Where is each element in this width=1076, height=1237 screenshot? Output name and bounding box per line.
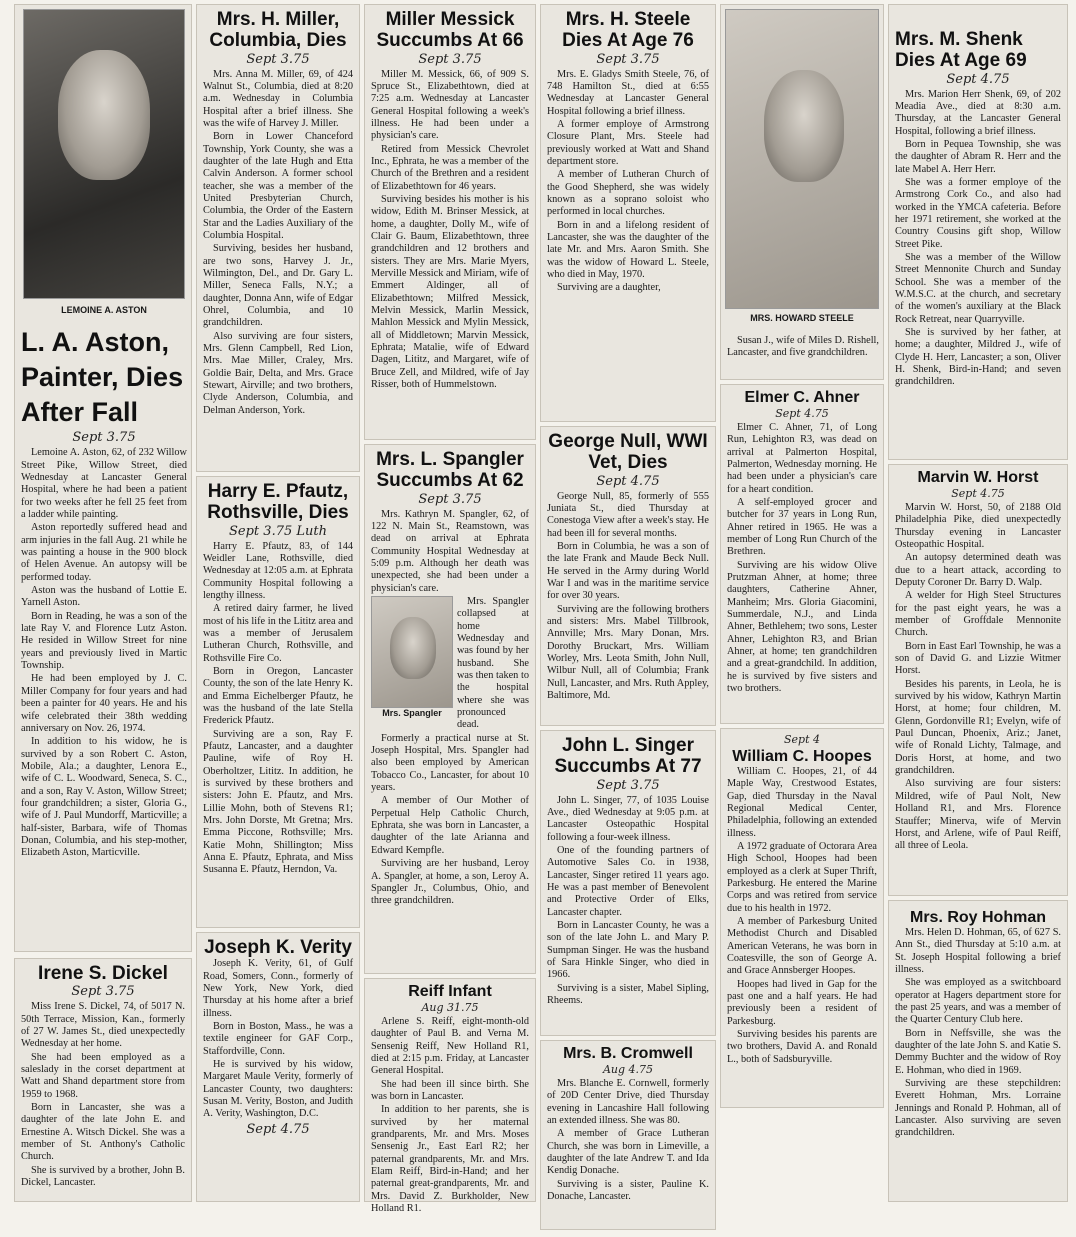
messick-headline: Miller Messick Succumbs At 66 [376,9,524,52]
messick-date-note: Sept 3.75 [418,51,482,67]
shenk-clipping [888,4,1068,460]
dickel-headline: Irene S. Dickel [38,963,168,984]
steele-photo [725,9,879,309]
steele-clipping [540,4,716,422]
null-body: George Null, 85, formerly of 555 Juniata St., died Thursday at Conestoga View after a week's stay. He had been ill for several months. Born in Columbia, he was a son of the late Frank and Maude Beck Null. He served in the Army during World War I and was in the maritime service for over 30 years. Surviving are the following brothers and sisters: Mrs. Mabel Tillbrook, Annville; Mrs. Mary Donan, Mrs. Dorothy Bruckart, Mrs. William Worley, Mrs. Leota Smith, John Null, Wilbur Null, all of Columbia; Frank Null, Lancaster, and Mrs. Ruth Appley, Baltimore, Md. [547,490,709,702]
miller-date-note: Sept 3.75 [246,51,310,67]
ahner-headline: Elmer C. Ahner [744,389,860,406]
spangler-body-top: Mrs. Kathryn M. Spangler, 62, of 122 N. Main St., Reamstown, was dead on arrival at Ephrata Community Hospital Wednesday at 5:09 p.m. Although her death was unexpected, she had been under a physician's care. [371,508,529,594]
steele-date-note: Sept 3.75 [596,51,660,67]
horst-headline: Marvin W. Horst [917,469,1039,486]
singer-headline: John L. Singer Succumbs At 77 [554,735,702,778]
spangler-photo [371,596,453,708]
reiff-body: Arlene S. Reiff, eight-month-old daughter of Paul B. and Verna M. Sensenig Reiff, New Holland R1, died at 2:15 p.m. Friday, at Lancaster General Hospital. She had been ill since birth. She was born in Lancaster. In addition to her parents, she is survived by her maternal grandparents, Mr. and Mrs. Moses Sensenig Jr., East Earl R2; her paternal grandparents, Mr. and Mrs. Elam Reiff, Bird-in-Hand; and her paternal great-grandparents, Mr. and Mrs. David Z. Burkholder, New Holland R1. [371,1015,529,1215]
pfautz-date-note: Sept 3.75 Luth [229,523,327,539]
hohman-headline: Mrs. Roy Hohman [909,909,1046,926]
hoopes-clipping [720,728,884,1108]
miller-body: Mrs. Anna M. Miller, 69, of 424 Walnut St., Columbia, died at 8:20 a.m. Wednesday in Columbia Hospital after a brief illness. She was the wife of Harvey J. Miller. Born in Lower Chanceford Township, York County, she was a daughter of the late Hugh and Etta Calvin Anderson. A former school teacher, she was a member of the United Presbyterian Church, Columbia, the Order of the Eastern Star and the Ladies Auxiliary of the Columbia Hospital. Surviving, besides her husband, are two sons, Harvey J. Jr., Wilmington, Del., and Dr. Gary L. Miller, Seneca Falls, N.Y.; a daughter, Donna Ann, wife of Edgar Ohrel, Columbia, and 10 grandchildren. Also surviving are four sisters, Mrs. Glenn Campbell, Red Lion, Mrs. Mae Miller, Craley, Mrs. Goldie Bair, Delta, and Mrs. Grace Stewart, Airville; and two brothers, Clyde Anderson, Columbia, and Delman Anderson, York. [203,68,353,416]
horst-body: Marvin W. Horst, 50, of 2188 Old Philadelphia Pike, died unexpectedly Thursday evening in Lancaster Osteopathic Hospital. An autopsy determined death was due to a heart attack, according to Deputy Coroner Dr. Barry D. Walp. A welder for High Steel Structures for the past eight years, he was a member of Groffdale Mennonite Church. Born in East Earl Township, he was a son of David G. and Lizzie Witmer Horst. Besides his parents, in Leola, he is survived by his widow, Kathryn Martin Horst, at home; four children, M. Glenn, Gordonville R1; Evelyn, wife of Paul Duncan, Phoenix, Ariz.; Janet, wife of Ronald Lichty, Talmage, and Doris Horst, at home, and two grandchildren. Also surviving are four sisters: Mildred, wife of Paul Nolt, New Holland R1, and Mrs. Florence Stauffer; Minerva, wife of Mervin Horst, and Arlene, wife of Paul Reiff, all three of Leola. [895,501,1061,852]
verity-headline: Joseph K. Verity [204,937,352,958]
pfautz-headline: Harry E. Pfautz, Rothsville, Dies [207,481,349,524]
ahner-clipping [720,384,884,724]
steele-headline: Mrs. H. Steele Dies At Age 76 [562,9,694,52]
shenk-headline: Mrs. M. Shenk Dies At Age 69 [895,29,1027,72]
messick-body: Miller M. Messick, 66, of 909 S. Spruce St., Elizabethtown, died at 7:25 a.m. Wednesday at Lancaster General Hospital following a week's illness. He had been under a physician's care. Retired from Messick Chevrolet Inc., Ephrata, he was a member of the Church of the Brethren and a resident of Elizabethtown for 46 years. Surviving besides his mother is his widow, Edith M. Brinser Messick, at home, a daughter, Dolly M., wife of Clair G. Baum, Elizabethtown, three grandchildren and 12 brothers and sisters. They are Mrs. Marie Myers, Merville Messick and Miriam, wife of Emmert Aldinger, all of Elizabethtown; Milfred Messick, Melvin Messick, Marlin Messick, Mahlon Messick and Mylin Messick, all of Middletown; Marvin Messick, Ephratа; Matalie, wife of Edward Dagen, Lititz, and Margaret, wife of Bruce Zell, and Mildred, wife of Jay Risser, both of Hummelstown. [371,68,529,391]
miller-clipping [196,4,360,472]
spangler-date-note: Sept 3.75 [418,491,482,507]
spangler-headline: Mrs. L. Spangler Succumbs At 62 [376,449,524,492]
hohman-body: Mrs. Helen D. Hohman, 65, of 627 S. Ann St., died Thursday at 5:10 a.m. at St. Joseph Hospital following a brief illness. She was employed as a switchboard operator at Hagers department store for the past 25 years, and was a member of the Quarter Century Club here. Born in Neffsville, she was the daughter of the late John S. and Katie S. Demmy Buchter and the widow of Roy E. Hohman, who died in 1969. Surviving are these stepchildren: Everett Hohman, Mrs. Lorraine Jennings and Ronald P. Hohman, all of Lancaster. Also surviving are seven grandchildren. [895,926,1061,1139]
steele-body-continued: Susan J., wife of Miles D. Rishell, Lancaster, and five grandchildren. [727,335,879,359]
dickel-date-note: Sept 3.75 [71,984,135,1000]
hoopes-body: William C. Hoopes, 21, of 44 Maple Way, Crestwood Estates, Gap, died Thursday in the Naval Regional Medical Center, Philadelphia, following an extended illness. A 1972 graduate of Octorara Area High School, Hoopes had been employed as a clerk at Super Thrift, Parkesburg. He entered the Marine Corps and was retired from service due to his health in 1972. A member of Parkesburg United Methodist Church and Disabled American Veterans, he was born in Coatesville, the son of George A. and Grace Annsberger Hoopes. Hoopes had lived in Gap for the past one and a half years. He had previously been a resident of Parkesburg. Surviving besides his parents are two brothers, David A. and Ronald L., both of Sadsburyville. [727,765,877,1065]
verity-clipping [196,932,360,1202]
null-headline: George Null, WWI Vet, Dies [548,431,708,474]
hoopes-date-note: Sept 4 [783,733,820,746]
horst-date-note: Sept 4.75 [951,486,1005,500]
steele-photo-caption: MRS. HOWARD STEELE [750,313,854,323]
steele-body: Mrs. E. Gladys Smith Steele, 76, of 748 Hamilton St., died at 6:55 Wednesday at Lancaster General Hospital following a brief illness. A former employe of Armstrong Closure Plant, Mrs. Steele had previously worked at Watt and Shand department store. A member of Lutheran Church of the Good Shepherd, she was widely known as a soprano soloist who performed in local churches. Born in and a lifelong resident of Lancaster, she was the daughter of the late Mr. and Mrs. Aaron Smith. She was the widow of Howard L. Steele, who died in May, 1970. Surviving are a daughter, [547,68,709,294]
spangler-clipping [364,444,536,974]
aston-photo [23,9,185,299]
cromwell-date-note: Aug 4.75 [602,1062,654,1076]
spangler-body-side: Mrs. Spangler collapsed at home Wednesday and was found by her husband. She was then taken to the hospital where she was pronounced dead. [457,595,529,731]
ahner-body: Elmer C. Ahner, 71, of Long Run, Lehighton R3, was dead on arrival at Palmerton Hospital, Palmerton, Wednesday morning. He had been under a physician's care for a heart condition. A self-employed grocer and butcher for 37 years in Long Run, Ahner retired in 1965. He was a member of Long Run Church of the Brethren. Surviving are his widow Olive Prutzman Ahner, at home; three daughters, Catherine Ahner, Manheim; Mrs. Gloria Giacomini, Summerdale, N.J., and Linda Ahner, Bethlehem; two sons, Lester Ahner, Lehighton R3, and Brian Ahner, at home; ten grandchildren and a great-grandchild. In addition, he is survived by five sisters and two brothers. [727,421,877,695]
null-clipping [540,426,716,726]
pfautz-body: Harry E. Pfautz, 83, of 144 Weidler Lane, Rothsville, died Wednesday at 12:05 a.m. at Ephrata Community Hospital following a lengthy illness. A retired dairy farmer, he lived most of his life in the Lititz area and was a member of Jerusalem Lutheran Church, Rothsville, and Rothsville Fire Co. Born in Oregon, Lancaster County, the son of the late Henry K. and Emma Eichelberger Pfautz, he was the husband of the late Stella Frederick Pfautz. Surviving are a son, Ray F. Pfautz, Lancaster, and a daughter Pauline, wife of Roy H. Oberholtzer, Lititz. In addition, he is survived by these brothers and sisters: John E. Pfautz, and Mrs. Lillie Mohn, both of Stevens R1; Mrs. John Dorste, Mt Gretna; Mrs. Emma Piccone, Rothsville; Mrs. Katie Mohn, Shillington; Miss Anna E. Pfautz, Ephrata, and Miss Susanna E. Pfautz, Herndon, Va. [203,540,353,876]
null-date-note: Sept 4.75 [596,473,660,489]
verity-date-note: Sept 4.75 [246,1121,310,1137]
hoopes-headline: William C. Hoopes [732,748,872,765]
reiff-headline: Reiff Infant [408,983,492,1000]
shenk-date-note: Sept 4.75 [946,71,1010,87]
shenk-body: Mrs. Marion Herr Shenk, 69, of 202 Meadia Ave., died at 8:30 a.m. Thursday, at the Lancaster General Hospital, following a brief illness. Born in Pequea Township, she was the daughter of Abram R. Herr and the late Mabel A. Herr Herr. She was a former employe of the Armstrong Cork Co., and also had worked in the YMCA cafeteria. Before her 1971 retirement, she worked at the Country Cousins gift shop, Willow Street Pike. She was a member of the Willow Street Mennonite Church and Sunday School. She was a member of the W.M.S.C. at the church, and secretary of the women's auxiliary at the Black Rock Retreat, near Quarryville. She is survived by her father, at home; a daughter, Mildred J., wife of Clyde H. Herr, Lancaster; a son, Oliver H. Shenk, Bird-in-Hand; and seven grandchildren. [895,88,1061,388]
cromwell-clipping [540,1040,716,1230]
aston-date-note: Sept 3.75 [72,430,136,446]
pfautz-clipping [196,476,360,928]
aston-headline: L. A. Aston, Painter, Dies After Fall [21,327,184,428]
aston-body: Lemoine A. Aston, 62, of 232 Willow Street Pike, Willow Street, died Wednesday at Lancaster General Hospital, where he had been a patient for two weeks after he fell 25 feet from a ladder while painting. Aston reportedly suffered head and arm injuries in the fall Aug. 21 while he was painting a house in the 900 block of Helen Avenue. An autopsy will be performed today. Aston was the husband of Lottie E. Yarnell Aston. Born in Reading, he was a son of the late Ray V. and Florence Lutz Aston. He resided in Willow Street for nine years and previously lived in Martic Township. He had been employed by J. C. Miller Company for four years and had been a painter for 40 years. He and his wife celebrated their 38th wedding anniversary on Nov. 26, 1974. In addition to his widow, he is survived by a son Robert C. Aston, Mobile, Ala.; a daughter, Lenora E., wife of C. L. Woodward, Seneca, S. C., and a son, Ray V. Aston, Willow Street; four grandchildren; a sister, Gloria G., wife of J. Paul Mundorff, Marticville; a half-sister, Barbara, wife of Thomas Donan, Columbia, and his step-mother, Elizabeth Aston, Marticville. [21,447,187,859]
spangler-body-bottom: Formerly a practical nurse at St. Joseph Hospital, Mrs. Spangler had also been employed by American Tobacco Co., Lancaster, for about 10 years. A member of Our Mother of Perpetual Help Catholic Church, Ephrata, she was born in Lancaster, a daughter of the late Arianna and Edward Kempfle. Surviving are her husband, Leroy A. Spangler, at home, a son, Leroy A. Spangler Jr., Columbus, Ohio, and three grandchildren. [371,732,529,907]
singer-clipping [540,730,716,1036]
spangler-photo-caption: Mrs. Spangler [382,707,442,718]
cromwell-body: Mrs. Blanche E. Cornwell, formerly of 20D Center Drive, died Thursday evening in Lancashire Hall following an extended illness. She was 80. A member of Grace Lutheran Church, she was born in Limeville, a daughter of the late Andrew T. and Ida Kendig Donache. Surviving is a sister, Pauline K. Donache, Lancaster. [547,1077,709,1202]
verity-body: Joseph K. Verity, 61, of Gulf Road, Somers, Conn., formerly of New York, New York, died Thursday at his home after a brief illness. Born in Boston, Mass., he was a textile engineer for GAF Corp., Staffordville, Conn. He is survived by his widow, Margaret Maule Verity, formerly of Lancaster County, two daughters: Susan M. Verity, Boston, and Judith A. Verity, Washington, D.C. [203,958,353,1120]
messick-clipping [364,4,536,440]
singer-date-note: Sept 3.75 [596,777,660,793]
miller-headline: Mrs. H. Miller, Columbia, Dies [209,9,347,52]
ahner-date-note: Sept 4.75 [775,406,829,420]
cromwell-headline: Mrs. B. Cromwell [563,1045,693,1062]
singer-body: John L. Singer, 77, of 1035 Louise Ave., died Wednesday at 9:05 p.m. at Lancaster Osteopathic Hospital following a four-week illness. One of the founding partners of Automotive Sales Co. in 1938, Lancaster, Singer retired 11 years ago. He was a past member of Benevolent and Protective Order of Elks, Lancaster chapter. Born in Lancaster County, he was a son of the late John L. and Mary P. Sumpman Singer. He was the husband of Sara Hinkle Singer, who died in 1966. Surviving is a sister, Mabel Sipling, Rheems. [547,794,709,1007]
dickel-body: Miss Irene S. Dickel, 74, of 5017 N. 50th Terrace, Mission, Kan., formerly of 27 W. James St., died unexpectedly Wednesday at her home. She had been employed as a saleslady in the corset department at Watt and Shand department store from 1959 to 1968. Born in Lancaster, she was a daughter of the late John E. and Ernestine A. Witsch Dickel. She was a member of St. Anthony's Catholic Church. She is survived by a brother, John B. Dickel, Lancaster. [21,1001,185,1189]
aston-clipping [14,4,192,952]
reiff-clipping [364,978,536,1215]
horst-clipping [888,464,1068,896]
steele-photo-clipping [720,4,884,380]
dickel-clipping [14,958,192,1202]
aston-photo-caption: LEMOINE A. ASTON [61,305,147,315]
reiff-date-note: Aug 31.75 [421,1000,479,1014]
hohman-clipping [888,900,1068,1202]
